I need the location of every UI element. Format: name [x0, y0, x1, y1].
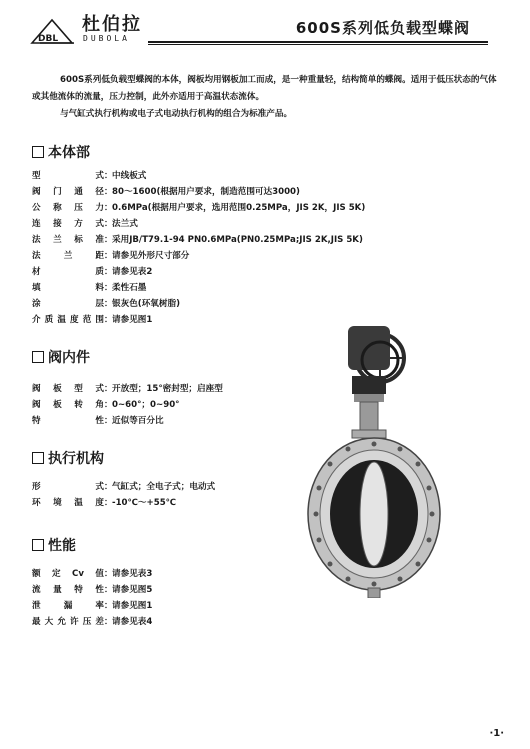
spec-separator: ：	[104, 187, 113, 197]
spec-value: 银灰色(环氧树脂)	[112, 299, 181, 309]
spec-separator: ：	[104, 617, 113, 627]
spec-row	[32, 216, 365, 232]
section-title-body	[32, 142, 90, 162]
checkbox-square-icon	[32, 146, 44, 158]
spec-value: 80～1600(根据用户要求，制造范围可达3000)	[112, 187, 300, 197]
spec-separator: ：	[104, 498, 113, 508]
spec-value: 法兰式	[112, 219, 138, 229]
section-title-actuator	[32, 448, 104, 468]
spec-row	[32, 479, 215, 495]
spec-value: 请参见表3	[112, 569, 153, 579]
spec-value: 柔性石墨	[112, 283, 147, 293]
spec-label: 公称压力	[32, 203, 104, 213]
spec-label: 形式	[32, 482, 104, 492]
header-rule	[148, 41, 488, 43]
spec-label: 法兰标准	[32, 235, 104, 245]
spec-row	[32, 248, 365, 264]
intro-paragraph-1: 600S系列低负载型蝶阀的本体，阀板均用钢板加工而成，是一种重量轻，结构简单的蝶阀。适用于低压状态的气体或其他流体的流量，压力控制，此外亦适用于高温状态流体。	[32, 75, 497, 102]
spec-separator: ：	[104, 416, 113, 426]
spec-value: 近似等百分比	[112, 416, 164, 426]
section-title-text: 性能	[48, 538, 76, 554]
spec-separator: ：	[104, 384, 113, 394]
spec-separator: ：	[104, 171, 113, 181]
spec-label: 环境温度	[32, 498, 104, 508]
spec-row	[32, 168, 365, 184]
header-rule-thin	[148, 44, 488, 45]
section-title-text: 执行机构	[48, 451, 104, 467]
spec-label: 涂层	[32, 299, 104, 309]
spec-value: 0.6MPa(根据用户要求，选用范围0.25MPa，JIS 2K，JIS 5K)	[112, 203, 366, 213]
intro-paragraph-2: 与气缸式执行机构或电子式电动执行机构的组合为标准产品。	[60, 109, 293, 119]
spec-row	[32, 566, 152, 582]
section-title-performance	[32, 535, 76, 555]
spec-row	[32, 614, 152, 630]
spec-row	[32, 413, 223, 429]
spec-separator: ：	[104, 251, 113, 261]
spec-label: 型式	[32, 171, 104, 181]
spec-value: 中线板式	[112, 171, 147, 181]
spec-label: 连接方式	[32, 219, 104, 229]
spec-value: 请参见图1	[112, 315, 153, 325]
spec-value: 请参见图5	[112, 585, 153, 595]
spec-label: 阀门通径	[32, 187, 104, 197]
page-number: ·1·	[489, 728, 504, 739]
spec-value: 气缸式；全电子式；电动式	[112, 482, 216, 492]
spec-row	[32, 232, 365, 248]
spec-value: 请参见图1	[112, 601, 153, 611]
spec-separator: ：	[104, 267, 113, 277]
spec-label: 材质	[32, 267, 104, 277]
spec-label: 法兰距	[32, 251, 104, 261]
spec-row	[32, 280, 365, 296]
checkbox-square-icon	[32, 351, 44, 363]
spec-label: 最大允许压差	[32, 617, 104, 627]
page-title: 600S系列低负载型蝶阀	[295, 19, 470, 37]
checkbox-square-icon	[32, 452, 44, 464]
spec-separator: ：	[104, 203, 113, 213]
spec-row	[32, 296, 365, 312]
page-header	[0, 0, 530, 48]
spec-label: 介质温度范围	[32, 315, 104, 325]
spec-value: 0~60°；0~90°	[112, 400, 180, 410]
intro-text	[32, 72, 498, 123]
section-title-text: 本体部	[48, 145, 90, 161]
spec-separator: ：	[104, 219, 113, 229]
butterfly-valve-image	[300, 318, 508, 598]
spec-label: 阀板转角	[32, 400, 104, 410]
brand-name-cn: 杜伯拉	[82, 14, 142, 35]
spec-row	[32, 184, 365, 200]
spec-label: 泄漏率	[32, 601, 104, 611]
spec-value: 采用JB/T79.1-94 PN0.6MPa(PN0.25MPa;JIS 2K,JIS 5K)	[112, 235, 363, 245]
spec-separator: ：	[104, 569, 113, 579]
checkbox-square-icon	[32, 539, 44, 551]
spec-value: 请参见表4	[112, 617, 153, 627]
spec-separator: ：	[104, 400, 113, 410]
logo-mark-text: DBL	[38, 34, 59, 44]
performance-spec-list	[32, 566, 152, 630]
internals-spec-list	[32, 381, 223, 429]
spec-label: 特性	[32, 416, 104, 426]
spec-row	[32, 495, 215, 511]
spec-label: 额定Cv值	[32, 569, 104, 579]
spec-row	[32, 582, 152, 598]
spec-separator: ：	[104, 482, 113, 492]
dubola-logo-icon	[30, 18, 74, 44]
spec-row	[32, 381, 223, 397]
body-spec-list	[32, 168, 365, 328]
spec-value: 请参见外形尺寸部分	[112, 251, 190, 261]
spec-separator: ：	[104, 235, 113, 245]
section-title-text: 阀内件	[48, 350, 90, 366]
section-title-internals	[32, 347, 90, 367]
spec-value: 开放型；15°密封型；启座型	[112, 384, 223, 394]
spec-label: 阀板型式	[32, 384, 104, 394]
spec-row	[32, 264, 365, 280]
spec-separator: ：	[104, 601, 113, 611]
spec-row	[32, 598, 152, 614]
spec-label: 流量特性	[32, 585, 104, 595]
spec-row	[32, 397, 223, 413]
spec-value: -10℃～+55℃	[112, 498, 177, 508]
spec-separator: ：	[104, 315, 113, 325]
actuator-spec-list	[32, 479, 215, 511]
spec-row	[32, 200, 365, 216]
spec-value: 请参见表2	[112, 267, 153, 277]
spec-label: 填料	[32, 283, 104, 293]
brand-name-en: DUBOLA	[83, 34, 130, 43]
spec-separator: ：	[104, 283, 113, 293]
spec-separator: ：	[104, 585, 113, 595]
spec-separator: ：	[104, 299, 113, 309]
